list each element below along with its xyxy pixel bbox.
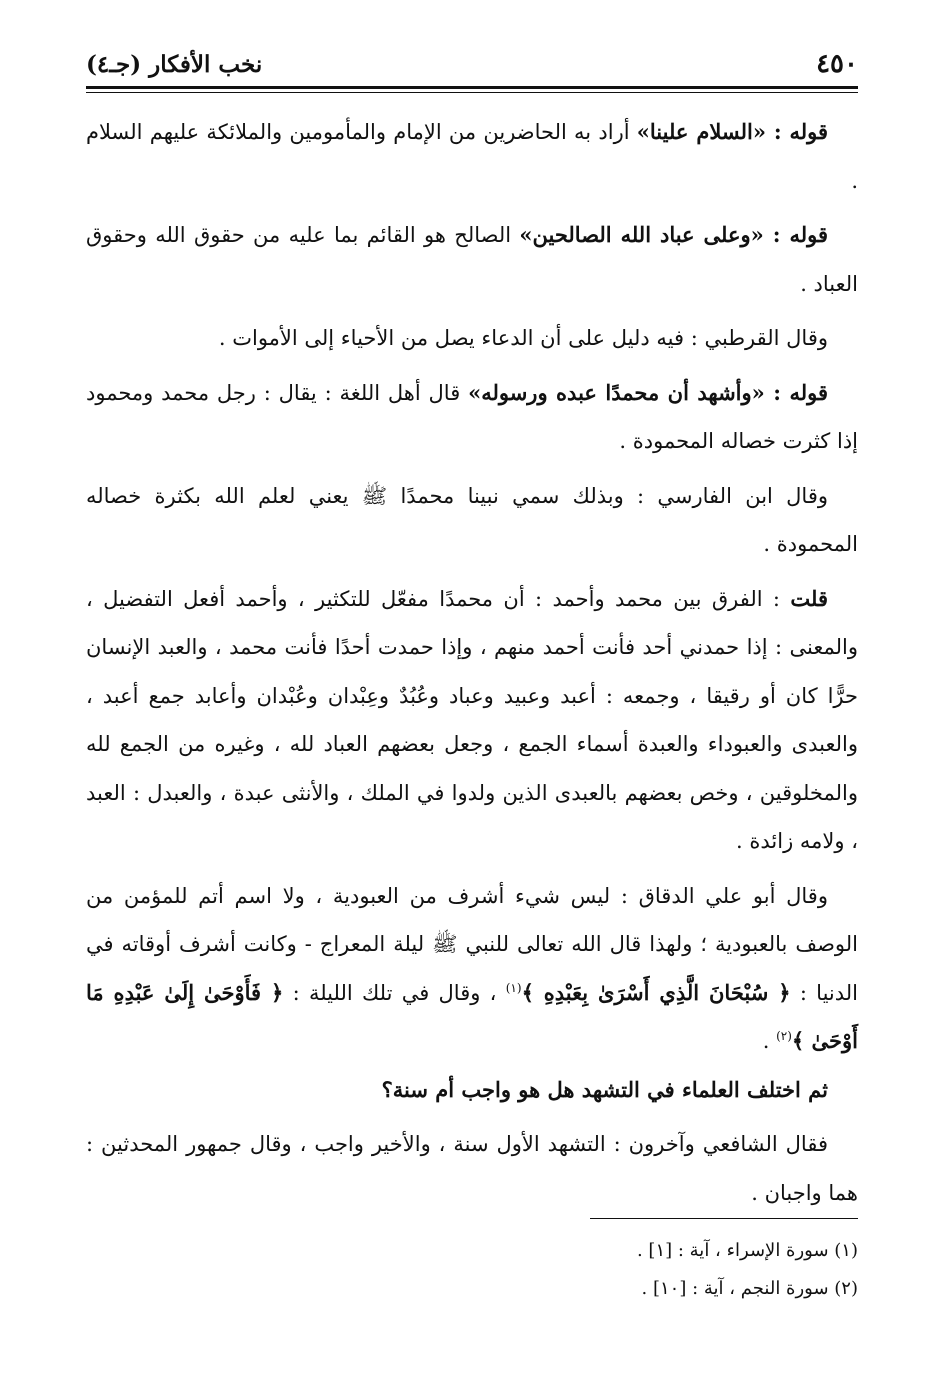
footnotes [86, 1232, 858, 1308]
paragraph-7-text-b: ، وقال في تلك الليلة : [283, 980, 506, 1005]
paragraph-7-text-c: . [762, 1029, 777, 1053]
footnote-ref-2[interactable]: (٢) [776, 1029, 792, 1043]
paragraph-3-text: وقال القرطبي : فيه دليل على أن الدعاء يصل من الأحياء إلى الأموات . [218, 326, 828, 350]
paragraph-6 [86, 575, 858, 866]
paragraph-6-lead: قلت [790, 585, 828, 611]
header-rule-thick [86, 86, 858, 89]
quran-verse-1: ﴿ سُبْحَانَ الَّذِي أَسْرَىٰ بِعَبْدِهِ ﴾ [521, 979, 791, 1005]
section-heading: ثم اختلف العلماء في التشهد هل هو واجب أم سنة؟ [381, 1076, 828, 1102]
paragraph-2 [86, 211, 858, 308]
paragraph-8-text: فقال الشافعي وآخرون : التشهد الأول سنة ، والأخير واجب ، وقال جمهور المحدثين : هما واجبان . [86, 1132, 858, 1205]
footnote-divider [590, 1218, 858, 1219]
paragraph-1-text: أراد به الحاضرين من الإمام والمأمومين والملائكة عليهم السلام . [86, 120, 858, 193]
header-rule-thin [86, 92, 858, 93]
footnote-2: (٢) سورة النجم ، آية : [١٠] . [641, 1278, 858, 1299]
paragraph-1 [86, 108, 858, 205]
paragraph-4 [86, 369, 858, 466]
paragraph-5 [86, 472, 858, 569]
footnote-ref-1[interactable]: (١) [505, 980, 522, 995]
page-header [86, 44, 858, 84]
page-number: ٤٥٠ [816, 49, 858, 79]
paragraph-5-text: وقال ابن الفارسي : وبذلك سمي نبينا محمدًا ﷺ يعني لعلم الله بكثرة خصاله المحمودة . [86, 483, 858, 556]
book-title: نخب الأفكار (جـ٤) [86, 50, 263, 78]
quran-verse-2: ﴿ فَأَوْحَىٰ إِلَىٰ عَبْدِهِ مَا أَوْحَىٰ ﴾ [86, 979, 858, 1053]
paragraph-2-text: الصالح هو القائم بما عليه من حقوق الله وحقوق العباد . [86, 223, 858, 296]
paragraph-2-lead: قوله : «وعلى عباد الله الصالحين» [519, 222, 828, 247]
paragraph-7 [86, 872, 858, 1066]
footnote-1: (١) سورة الإسراء ، آية : [١] . [636, 1240, 858, 1261]
paragraph-4-lead: قوله : «وأشهد أن محمدًا عبده ورسوله» [468, 379, 828, 405]
paragraph-7-text-a: وقال أبو علي الدقاق : ليس شيء أشرف من العبودية ، ولا اسم أتم للمؤمن من الوصف بالعبودية ؛ ولهذا قال الله تعالى للنبي ﷺ ليلة المعراج - وكانت أشرف أوقاته في الدنيا : [86, 883, 859, 1005]
page-body [86, 108, 858, 1217]
paragraph-4-text: قال أهل اللغة : يقال : رجل محمد ومحمود إذا كثرت خصاله المحمودة . [86, 380, 858, 453]
paragraph-8 [86, 1120, 858, 1217]
paragraph-3 [86, 314, 858, 363]
paragraph-6-text: : الفرق بين محمد وأحمد : أن محمدًا مفعّل للتكثير ، وأحمد أفعل التفضيل ، والمعنى : إذا حمدني أحد فأنت أحمد منهم ، وإذا حمدت أحدًا فأنت محمد ، والعبد الإنسان حرًّا كان أو رقيقا ، وجمعه : أعبد وعبيد وعباد وعُبُدٌ وعِبْدان وعُبْدان وأعابد جمع أعبد ، والعبدى والعبوداء والعبدة أسماء الجمع ، وجعل بعضهم العباد لله ، وغيره من الجمع لله والمخلوقين ، وخص بعضهم بالعبدى الذين ولدوا في الملك ، والأنثى عبدة ، والعبدل : العبد ، ولامه زائدة . [86, 586, 858, 853]
paragraph-1-lead: قوله : «السلام علينا» [636, 119, 828, 144]
